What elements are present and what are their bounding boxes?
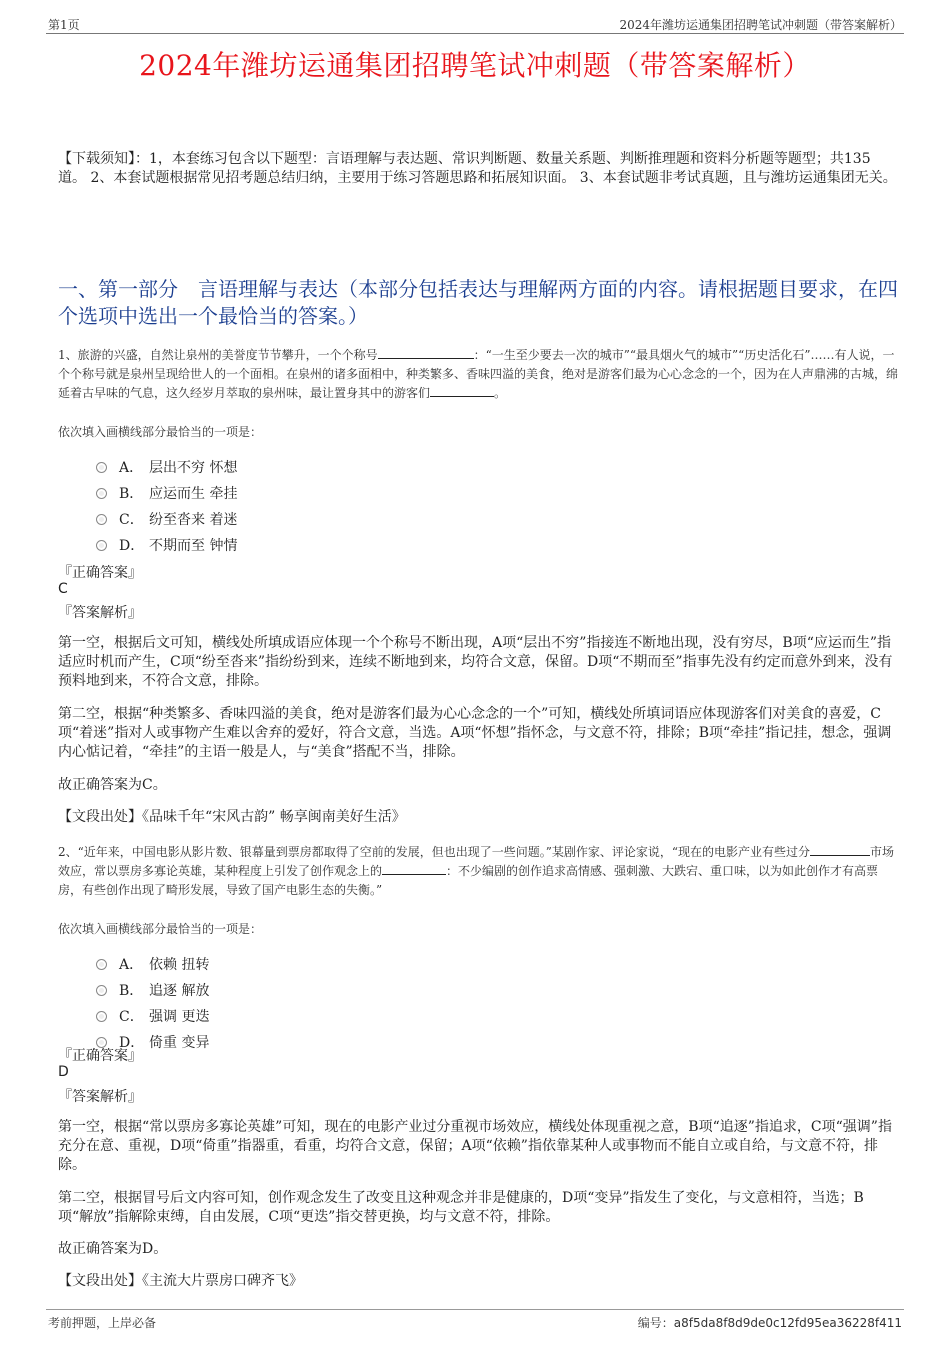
page-number: 第1页 (48, 18, 80, 32)
option-text: 强调 更迭 (149, 1009, 210, 1025)
option-letter: D． (119, 538, 145, 554)
stem-text: 1、旅游的兴盛，自然让泉州的美誉度节节攀升，一个个称号 (58, 348, 378, 362)
footer-slogan: 考前押题，上岸必备 (48, 1316, 157, 1330)
question-1-analysis-1: 第一空，根据后文可知，横线处所填成语应体现一个个称号不断出现，A项“层出不穷”指接连不断地出现，没有穷尽，B项“应运而生”指适应时机而产生，C项“纷至沓来”指纷纷到来，连续不断地到来，均符合文意，保留。D项“不期而至”指事先没有约定而意外到来，没有预料地到来，不符合文意，排除。 (58, 635, 893, 689)
question-2-prompt: 依次填入画横线部分最恰当的一项是： (58, 922, 263, 936)
option-text: 追逐 解放 (149, 983, 210, 999)
stem-text: 市场效应，常以票房多寡论英雄，某种程度上引发了创作观念上的 (58, 845, 895, 878)
footer-divider (46, 1309, 904, 1310)
question-1-analysis-2: 第二空，根据“种类繁多、香味四溢的美食，绝对是游客们最为心心念念的一个”可知，横线处所填词语应体现游客们对美食的喜爱，C项“着迷”指对人或事物产生难以舍弃的爱好，符合文意，当选。A项“怀想”指怀念，与文意不符，排除；B项“牵挂”指记挂，想念，强调内心惦记着，“牵挂”的主语一般是人，与“美食”搭配不当，排除。 (58, 706, 892, 760)
radio-icon[interactable] (96, 514, 107, 525)
question-2-analysis-2: 第二空，根据冒号后文内容可知，创作观念发生了改变且这种观念并非是健康的，D项“变异”指发生了变化，与文意相符，当选；B项“解放”指解除束缚，自由发展，C项“更迭”指交替更换，均与文意不符，排除。 (58, 1190, 864, 1225)
radio-icon[interactable] (96, 488, 107, 499)
option-letter: C． (119, 1009, 144, 1025)
question-2-source: 【文段出处】《主流大片票房口碑齐飞》 (58, 1273, 303, 1289)
code-label: 编号： (637, 1316, 674, 1330)
question-1-source: 【文段出处】《品味千年“宋风古韵” 畅享闽南美好生活》 (58, 809, 406, 825)
question-2-option-c[interactable] (96, 1006, 209, 1026)
radio-icon[interactable] (96, 540, 107, 551)
option-text: 纷至沓来 着迷 (149, 512, 238, 528)
code-value: a8f5da8f8d9de0c12fd95ea36228f411 (673, 1316, 902, 1330)
question-1-analysis-label: 『答案解析』 (58, 605, 142, 621)
footer-code (638, 1314, 902, 1331)
radio-icon[interactable] (96, 1011, 107, 1022)
download-notice: 【下载须知】：1，本套练习包含以下题型：言语理解与表达题、常识判断题、数量关系题、判断推理题和资料分析题等题型；共135道。 2、本套试题根据常见招考题总结归纳，主要用于练习答题思路和拓展知识面。 3、本套试题非考试真题，且与潍坊运通集团无关。 (58, 151, 897, 186)
stem-text: ：“一生至少要去一次的城市”“最具烟火气的城市”“历史活化石”……有人说，一个个称号就是泉州呈现给世人的一个面相。在泉州的诸多面相中，种类繁多、香味四溢的美食，绝对是游客们最为心心念念的一个，因为在人声鼎沸的古城，绵延着古早味的气息，这久经岁月萃取的泉州味，最让置身其中的游客们 (58, 348, 899, 400)
option-text: 层出不穷 怀想 (149, 460, 238, 476)
question-1-option-c[interactable] (96, 509, 237, 529)
question-1-option-a[interactable] (96, 457, 237, 477)
header-doc-title: 2024年潍坊运通集团招聘笔试冲刺题（带答案解析） (619, 18, 902, 32)
radio-icon[interactable] (96, 959, 107, 970)
question-2-conclusion: 故正确答案为D。 (58, 1241, 168, 1257)
option-text: 依赖 扭转 (149, 957, 210, 973)
question-1-answer: C (58, 581, 68, 597)
option-letter: A． (119, 957, 144, 973)
stem-text: 。 (494, 386, 507, 400)
option-letter: B． (119, 983, 144, 999)
question-2-stem (58, 843, 898, 900)
option-letter: B． (119, 486, 144, 502)
question-1-option-d[interactable] (96, 535, 237, 555)
question-2-answer: D (58, 1064, 69, 1080)
option-letter: A． (119, 460, 144, 476)
stem-text: ：不少编剧的创作追求高情感、强刺激、大跌宕、重口味，以为如此创作才有高票房，有些创作出现了畸形发展，导致了国产电影生态的失衡。” (58, 864, 879, 897)
header-divider (46, 33, 904, 34)
question-1-stem (58, 346, 898, 403)
question-1-conclusion: 故正确答案为C。 (58, 777, 167, 793)
fill-blank (430, 384, 494, 397)
question-2-analysis-label: 『答案解析』 (58, 1089, 142, 1105)
section-heading: 一、第一部分 言语理解与表达（本部分包括表达与理解两方面的内容。请根据题目要求，在四个选项中选出一个最恰当的答案。） (58, 277, 898, 328)
question-2-option-a[interactable] (96, 954, 209, 974)
fill-blank (378, 346, 474, 359)
question-2-option-b[interactable] (96, 980, 209, 1000)
radio-icon[interactable] (96, 985, 107, 996)
question-1-option-b[interactable] (96, 483, 237, 503)
question-1-answer-label: 『正确答案』 (58, 565, 142, 581)
fill-blank (382, 862, 446, 875)
question-2-answer-label: 『正确答案』 (58, 1048, 142, 1064)
radio-icon[interactable] (96, 462, 107, 473)
option-letter: D． (119, 1035, 145, 1051)
question-2-analysis-1: 第一空，根据“常以票房多寡论英雄”可知，现在的电影产业过分重视市场效应，横线处体现重视之意，B项“追逐”指追求，C项“强调”指充分在意、重视，D项“倚重”指器重，看重，均符合文意，保留；A项“依赖”指依靠某种人或事物而不能自立或自给，与文意不符，排除。 (58, 1119, 892, 1173)
option-text: 应运而生 牵挂 (149, 486, 238, 502)
document-title: 2024年潍坊运通集团招聘笔试冲刺题（带答案解析） (139, 49, 811, 82)
option-text: 倚重 变异 (149, 1035, 210, 1051)
option-letter: C． (119, 512, 144, 528)
fill-blank (810, 843, 870, 856)
question-1-prompt: 依次填入画横线部分最恰当的一项是： (58, 425, 263, 439)
stem-text: 2、“近年来，中国电影从影片数、银幕量到票房都取得了空前的发展，但也出现了一些问题。”某剧作家、评论家说，“现在的电影产业有些过分 (58, 845, 811, 859)
option-text: 不期而至 钟情 (149, 538, 238, 554)
